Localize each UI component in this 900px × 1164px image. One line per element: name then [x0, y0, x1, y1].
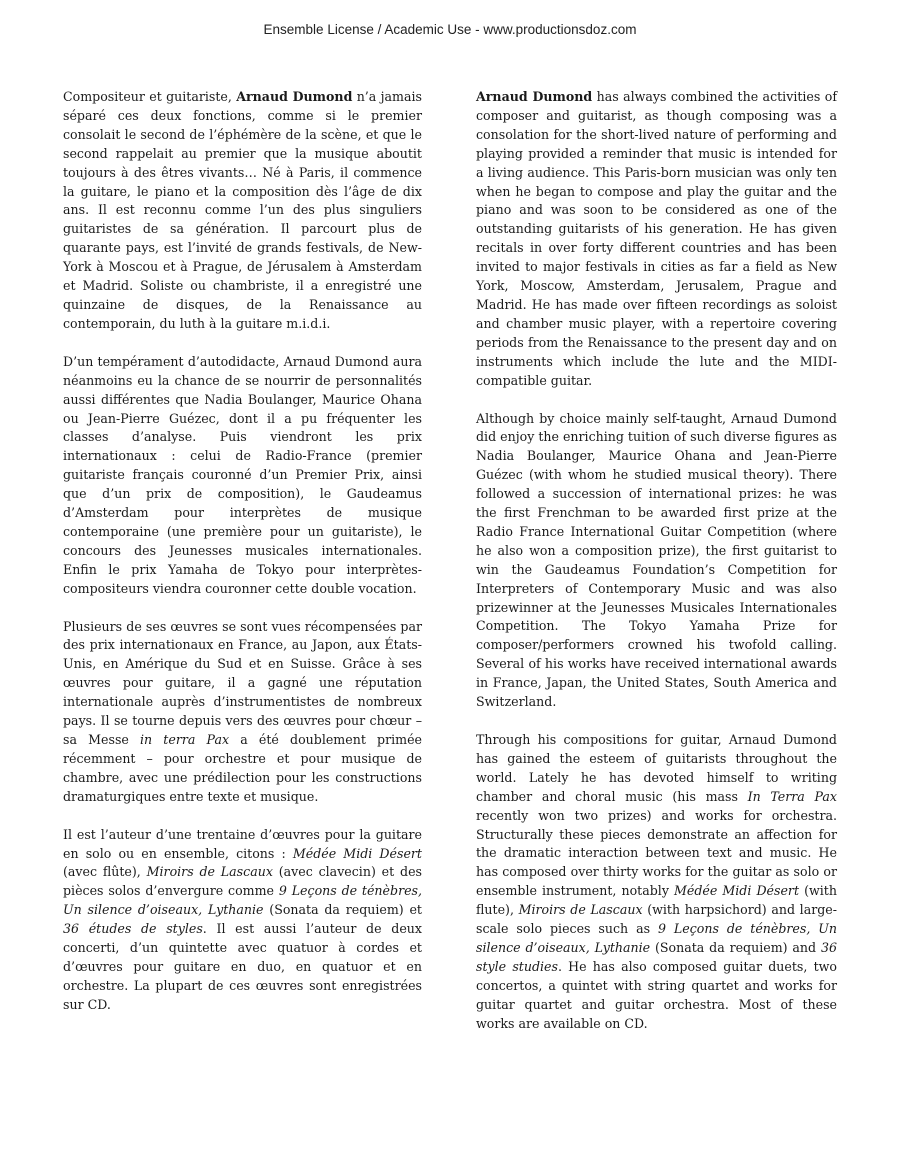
english-biography-column — [476, 88, 837, 1053]
paragraph-fr-1: Compositeur et guitariste, Arnaud Dumond n’a jamais séparé ces deux fonctions, comme si le premier consolait le second de l’éphémère de la scène, et que le second rappelait au premier que la musique aboutit toujours à des êtres vivants… Né à Paris, il commence la guitare, le piano et la composition dès l’âge de dix ans. Il est reconnu comme l’un des plus singuliers guitaristes de sa génération. Il parcourt plus de quarante pays, est l’invité de grands festivals, de New-York à Moscou et à Prague, de Jérusalem à Amsterdam et Madrid. Soliste ou chambriste, il a enregistré une quinzaine de disques, de la Renaissance au contemporain, du luth à la guitare m.i.d.i. — [63, 89, 422, 331]
work-title: in terra Pax — [140, 732, 230, 747]
french-biography-column — [63, 88, 422, 1034]
work-title: In Terra Pax — [747, 788, 837, 804]
work-title: 36 style studies — [476, 939, 837, 974]
composer-name: Arnaud Dumond — [476, 89, 593, 104]
work-title: 36 études de styles — [63, 921, 203, 937]
work-title: 9 Leçons de ténèbres, Un silence d’oiseaux, Lythanie — [63, 883, 423, 918]
paragraph-fr-4: Il est l’auteur d’une trentaine d’œuvres pour la guitare en solo ou en ensemble, citons : Médée Midi Désert (avec flûte), Miroirs de Lascaux (avec clavecin) et des pièces solos d’envergure comme 9 Leçons de ténèbres, Un silence d’oiseaux, Lythanie (Sonata da requiem) et 36 études de styles. Il est aussi l’auteur de deux concerti, d’un quintette avec quatuor à cordes et d’œuvres pour guitare en duo, en quatuor et en orchestre. La plupart de ces œuvres sont enregistrées sur CD. — [63, 826, 423, 1012]
license-header: Ensemble License / Academic Use - www.productionsdoz.com — [263, 22, 637, 37]
composer-name: Arnaud Dumond — [236, 89, 353, 104]
work-title: Miroirs de Lascaux — [518, 902, 643, 918]
paragraph-en-2: Although by choice mainly self-taught, Arnaud Dumond did enjoy the enriching tuition of such diverse figures as Nadia Boulanger, Maurice Ohana and Jean-Pierre Guézec (with whom he studied musical theory). There followed a succession of international prizes: he was the first Frenchman to be awarded first prize at the Radio France International Guitar Competition (where he also won a composition prize), the first guitarist to win the Gaudeamus Foundation’s Competition for Interpreters of Contemporary Music and was also prizewinner at the Jeunesses Musicales Internationales Competition. The Tokyo Yamaha Prize for composer/performers crowned his twofold calling. Several of his works have received international awards in France, Japan, the United States, South America and Switzerland. — [476, 410, 837, 710]
paragraph-en-3: Through his compositions for guitar, Arnaud Dumond has gained the esteem of guitarists throughout the world. Lately he has devoted himself to writing chamber and choral music (his mass In Terra Pax recently won two prizes) and works for orchestra. Structurally these pieces demonstrate an affection for the dramatic interaction between text and music. He has composed over thirty works for the guitar as solo or ensemble instrument, notably Médée Midi Désert (with flute), Miroirs de Lascaux (with harpsichord) and large-scale solo pieces such as 9 Leçons de ténèbres, Un silence d’oiseaux, Lythanie (Sonata da requiem) and 36 style studies. He has also composed guitar duets, two concertos, a quintet with string quartet and works for guitar quartet and guitar orchestra. Most of these works are available on CD. — [476, 732, 837, 1031]
paragraph-fr-3: Plusieurs de ses œuvres se sont vues récompensées par des prix internationaux en France, au Japon, aux États-Unis, en Amérique du Sud et en Suisse. Grâce à ses œuvres pour guitare, il a gagné une réputation internationale auprès d’instrumentistes de nombreux pays. Il se tourne depuis vers des œuvres pour chœur – sa Messe in terra Pax a été doublement primée récemment – pour orchestre et pour musique de chambre, avec une prédilection pour les constructions dramaturgiques entre texte et musique. — [63, 618, 422, 804]
work-title: Médée Midi Désert — [674, 883, 800, 899]
work-title: Médée Midi Désert — [292, 845, 422, 861]
paragraph-en-1: Arnaud Dumond has always combined the activities of composer and guitarist, as though composing was a consolation for the short-lived nature of performing and playing provided a reminder that music is intended for a living audience. This Paris-born musician was only ten when he began to compose and play the guitar and the piano and was soon to be considered as one of the outstanding guitarists of his generation. He has given recitals in over forty different countries and has been invited to major festivals in cities as far a field as New York, Moscow, Amsterdam, Jerusalem, Prague and Madrid. He has made over fifteen recordings as soloist and chamber music player, with a repertoire covering periods from the Renaissance to the present day and on instruments which include the lute and the MIDI-compatible guitar. — [476, 89, 837, 388]
paragraph-fr-2: D’un tempérament d’autodidacte, Arnaud Dumond aura néanmoins eu la chance de se nourrir de personnalités aussi différentes que Nadia Boulanger, Maurice Ohana ou Jean-Pierre Guézec, dont il a pu fréquenter les classes d’analyse. Puis viendront les prix internationaux : celui de Radio-France (premier guitariste français couronné d’un Premier Prix, ainsi que d’un prix de composition), le Gaudeamus d’Amsterdam pour interprètes de musique contemporaine (une première pour un guitariste), le concours des Jeunesses musicales internationales. Enfin le prix Yamaha de Tokyo pour interprètes-compositeurs viendra couronner cette double vocation. — [63, 353, 422, 596]
work-title: Miroirs de Lascaux — [146, 864, 273, 880]
work-title: 9 Leçons de ténèbres, Un silence d’oiseaux, Lythanie — [476, 921, 837, 955]
